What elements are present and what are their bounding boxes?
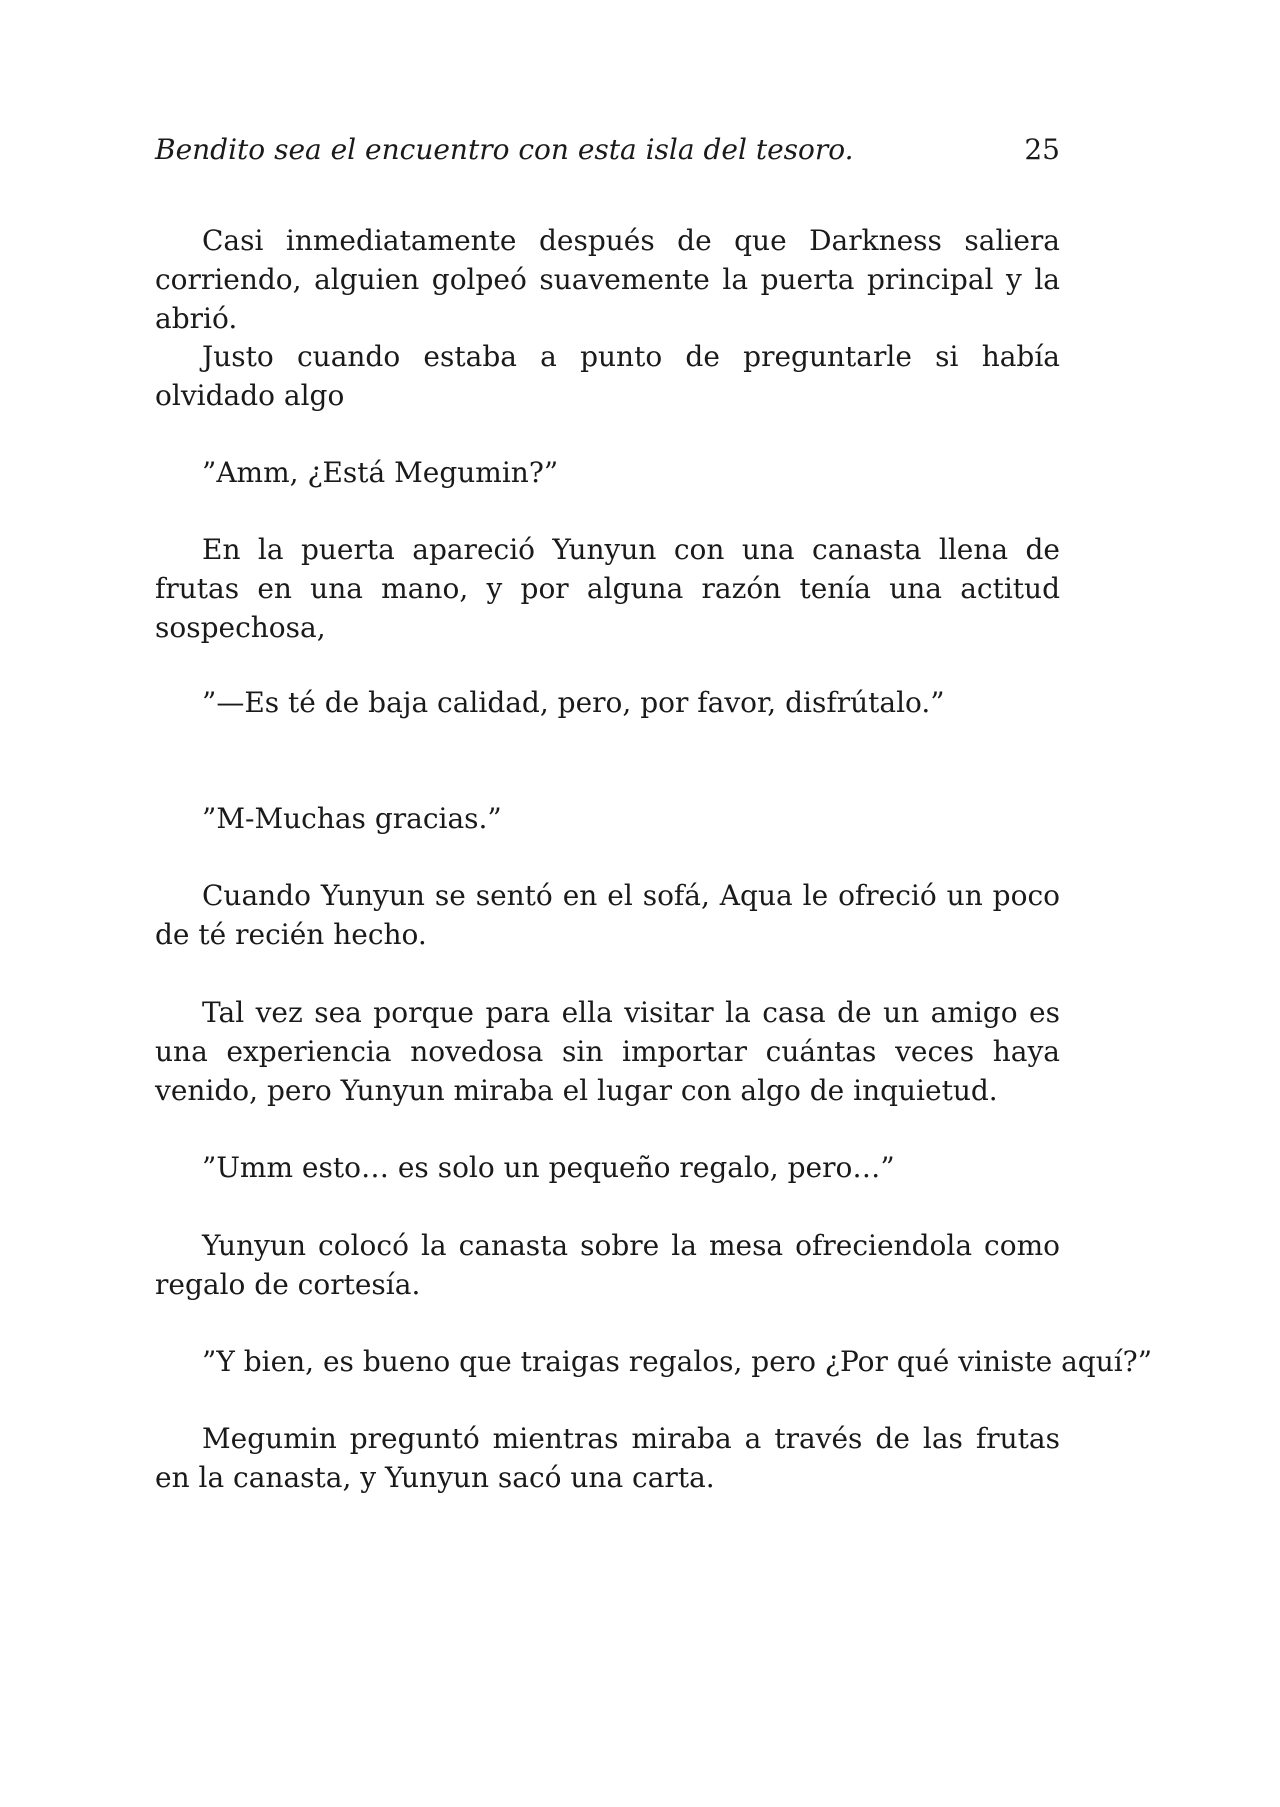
running-title: Bendito sea el encuentro con esta isla del tesoro. [155, 133, 854, 166]
page-number: 25 [1024, 133, 1060, 166]
paragraph: Tal vez sea porque para ella visitar la casa de un amigo es una experiencia novedosa sin importar cuántas veces haya venido, pero Yunyun miraba el lugar con algo de inquietud. [155, 996, 1060, 1107]
dialogue-line: ”Amm, ¿Está Megumin?” [202, 456, 559, 489]
page-header [155, 128, 1060, 172]
paragraph: Megumin preguntó mientras miraba a través de las frutas en la canasta, y Yunyun sacó una carta. [155, 1422, 1060, 1494]
dialogue-line: ”—Es té de baja calidad, pero, por favor, disfrútalo.” [202, 686, 945, 719]
paragraph: Cuando Yunyun se sentó en el sofá, Aqua le ofreció un poco de té recién hecho. [155, 879, 1060, 951]
paragraph: Yunyun colocó la canasta sobre la mesa ofreciendola como regalo de cortesía. [155, 1229, 1060, 1301]
paragraph: Justo cuando estaba a punto de preguntarle si había olvidado algo [155, 340, 1060, 412]
dialogue-line: ”Y bien, es bueno que traigas regalos, pero ¿Por qué viniste aquí?” [202, 1345, 1153, 1378]
paragraph: En la puerta apareció Yunyun con una canasta llena de frutas en una mano, y por alguna razón tenía una actitud sospechosa, [155, 533, 1060, 644]
paragraph: Casi inmediatamente después de que Darkness saliera corriendo, alguien golpeó suavemente la puerta principal y la abrió. [155, 224, 1060, 335]
dialogue-line: ”Umm esto… es solo un pequeño regalo, pero…” [202, 1151, 895, 1184]
dialogue-line: ”M-Muchas gracias.” [202, 802, 502, 835]
